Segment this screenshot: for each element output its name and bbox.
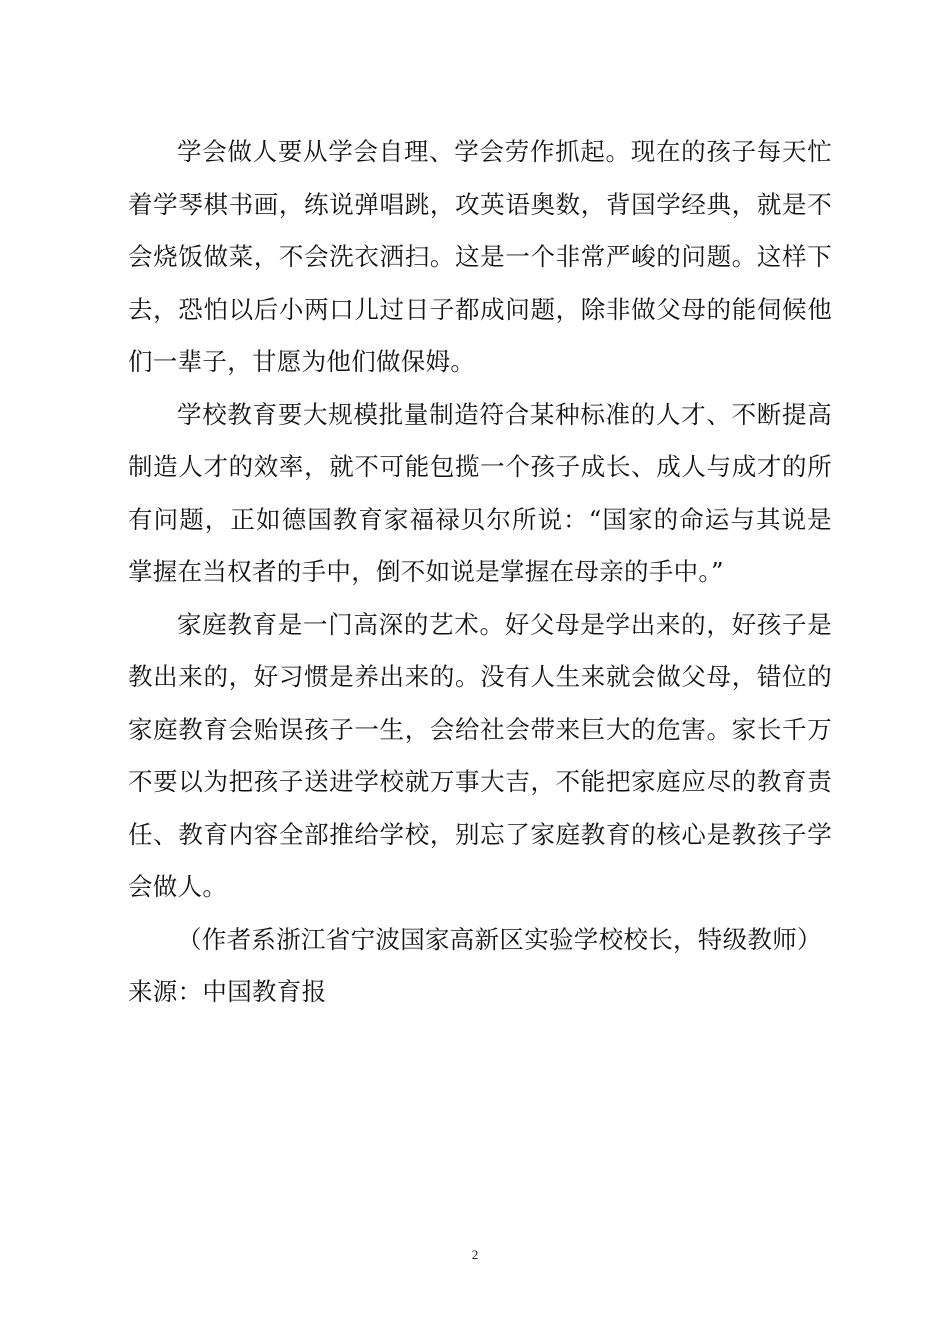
source-line: 来源：中国教育报 (128, 977, 327, 1006)
document-body (128, 126, 832, 1019)
author-note: （作者系浙江省宁波国家高新区实验学校校长，特级教师） (177, 924, 822, 954)
paragraph-family-education: 家庭教育是一门高深的艺术。好父母是学出来的，好孩子是教出来的，好习惯是养出来的。没有人生来就会做父母，错位的家庭教育会贻误孩子一生，会给社会带来巨大的危害。家长千万不要以为把孩子送进学校就万事大吉，不能把家庭应尽的教育责任、教育内容全部推给学校，别忘了家庭教育的核心是教孩子学会做人。 (128, 609, 832, 901)
paragraph-school-education: 学校教育要大规模批量制造符合某种标准的人才、不断提高制造人才的效率，就不可能包揽一个孩子成长、成人与成才的所有问题，正如德国教育家福禄贝尔所说：“国家的命运与其说是掌握在当权者的手中，倒不如说是掌握在母亲的手中。” (128, 399, 832, 586)
paragraph-self-care: 学会做人要从学会自理、学会劳作抓起。现在的孩子每天忙着学琴棋书画，练说弹唱跳，攻英语奥数，背国学经典，就是不会烧饭做菜，不会洗衣洒扫。这是一个非常严峻的问题。这样下去，恐怕以后小两口儿过日子都成问题，除非做父母的能伺候他们一辈子，甘愿为他们做保姆。 (128, 137, 832, 376)
page-number: 2 (471, 1247, 479, 1262)
